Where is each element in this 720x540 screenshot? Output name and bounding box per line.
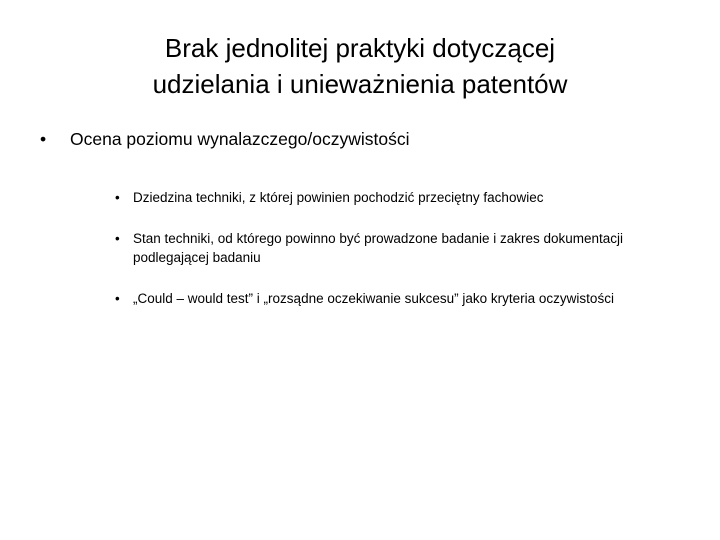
bullet-dot-icon: • [40,129,47,149]
sub-bullet-text: Stan techniki, od którego powinno być prowadzone badanie i zakres dokumentacji podlegającej badaniu [133,231,624,265]
title-line-1: Brak jednolitej praktyki dotyczącej [164,33,556,63]
sub-bullet-text: „Could – would test” i „rozsądne oczekiwanie sukcesu” jako kryteria oczywistości [133,291,614,306]
bullet-dot-icon: • [115,291,120,306]
main-bullet [40,128,680,150]
bullet-list [40,128,680,308]
sub-bullet [115,188,653,207]
slide-title [60,30,660,102]
sub-bullet [115,229,653,267]
bullet-dot-icon: • [115,231,120,246]
sub-bullet-text: Dziedzina techniki, z której powinien pochodzić przeciętny fachowiec [133,190,544,205]
main-bullet-text: Ocena poziomu wynalazczego/oczywistości [70,129,410,149]
title-line-2: udzielania i unieważnienia patentów [152,69,568,99]
sub-bullet [115,289,653,308]
bullet-dot-icon: • [115,190,120,205]
